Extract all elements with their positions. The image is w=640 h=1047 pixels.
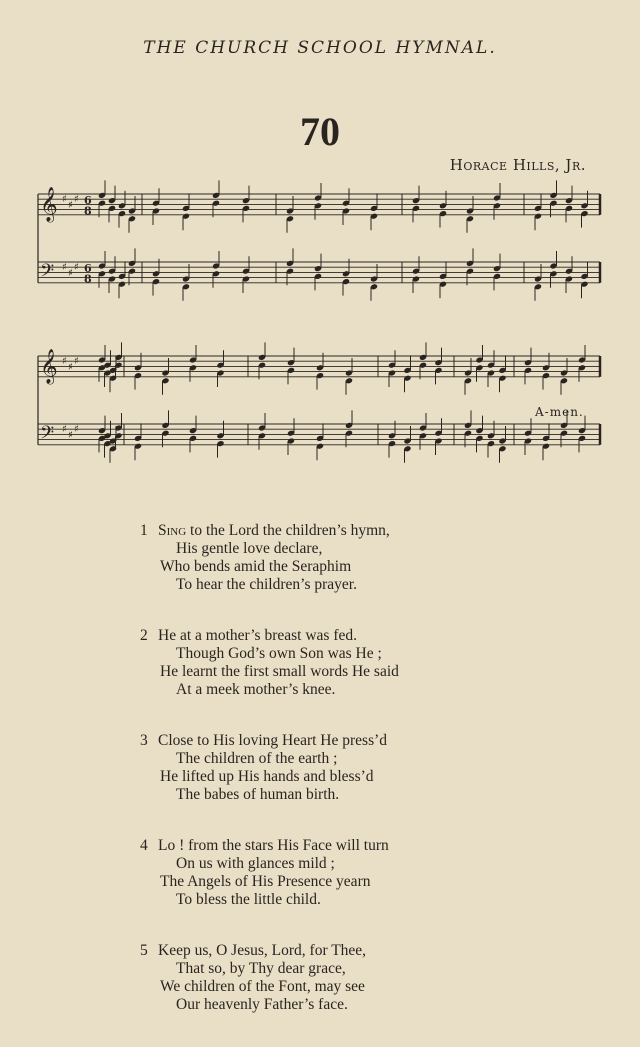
verse-line: He learnt the first small words He said [160,663,399,680]
verse-line: Who bends amid the Seraphim [160,558,352,575]
hymn-number: 70 [300,109,340,154]
verse-line: His gentle love declare, [176,540,323,557]
verses [140,522,399,1047]
verse-first-line-text: Close to His loving Heart He press’d [158,732,388,749]
verse-first-line [140,837,399,855]
sharp-sign: ♯ [74,194,79,205]
treble-clef: 𝄞 [40,187,58,222]
verse-line: The babes of human birth. [176,786,340,803]
sharp-sign: ♯ [62,424,67,435]
verse-line: At a meek mother’s knee. [176,681,336,698]
verse-line: To bless the little child. [176,891,321,908]
time-signature-top: 6 [84,262,92,275]
verse-line: The Angels of His Presence yearn [160,873,371,890]
time-signature-bottom: 8 [84,204,92,218]
verse-number: 3 [140,732,148,749]
verse-first-line [140,732,399,750]
sharp-sign: ♯ [68,362,73,373]
sharp-sign: ♯ [68,268,73,279]
sharp-sign: ♯ [74,356,79,367]
verse [140,942,399,1014]
bass-clef: 𝄢 [40,261,55,286]
verse-number: 4 [140,837,148,854]
verse-first-line-text: Keep us, O Jesus, Lord, for Thee, [158,942,367,959]
composer-credit: Horace Hills, Jr. [449,156,586,174]
verse-line: He lifted up His hands and bless’d [160,768,374,785]
amen-lyric: A-men. [535,405,584,419]
verse-line: We children of the Font, may see [160,978,365,995]
verse-line: The children of the earth ; [176,750,338,767]
sharp-sign: ♯ [74,262,79,273]
running-title: THE CHURCH SCHOOL HYMNAL. [143,38,497,58]
verse-line: On us with glances mild ; [176,855,335,872]
verse-first-word: Sing [158,522,187,539]
music-score [30,180,610,500]
verse-line: To hear the children’s prayer. [176,576,357,593]
verse-first-line-text: to the Lord the children’s hymn, [186,522,390,539]
sharp-sign: ♯ [68,200,73,211]
sharp-sign: ♯ [62,262,67,273]
verse [140,732,399,804]
verse-first-line [140,942,399,960]
verse-first-line [140,627,399,645]
verse-first-line-text: Lo ! from the stars His Face will turn [158,837,389,854]
verse-line: Though God’s own Son was He ; [176,645,382,662]
sharp-sign: ♯ [62,194,67,205]
time-signature-bottom: 8 [84,272,92,286]
verse-line: That so, by Thy dear grace, [176,960,346,977]
verse [140,627,399,699]
verse-first-line-text: He at a mother’s breast was fed. [158,627,357,644]
verse-first-line [140,522,399,540]
sharp-sign: ♯ [74,424,79,435]
verse-number: 2 [140,627,148,644]
verse-number: 5 [140,942,148,959]
verse-line: Our heavenly Father’s face. [176,996,348,1013]
treble-clef: 𝄞 [40,349,58,384]
verse [140,522,399,594]
bass-clef: 𝄢 [40,423,55,448]
sharp-sign: ♯ [68,430,73,441]
time-signature-top: 6 [84,194,92,207]
sharp-sign: ♯ [62,356,67,367]
verse [140,837,399,909]
verse-number: 1 [140,522,148,539]
